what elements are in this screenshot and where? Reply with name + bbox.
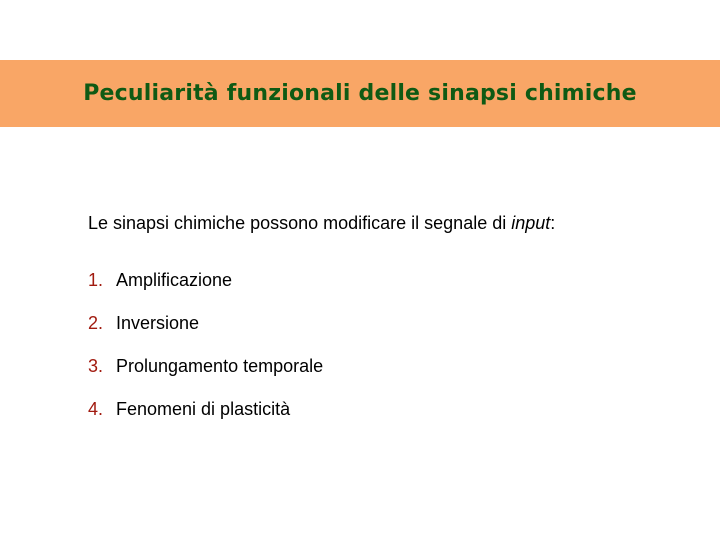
list-item-label: Prolungamento temporale bbox=[116, 356, 324, 376]
numbered-list bbox=[88, 270, 323, 442]
list-item-number: 1. bbox=[88, 270, 104, 290]
list-item-number: 3. bbox=[88, 356, 104, 376]
list-item-label: Inversione bbox=[116, 313, 200, 333]
list-item-number: 4. bbox=[88, 399, 104, 419]
list-item bbox=[88, 270, 323, 313]
intro-sentence bbox=[88, 213, 555, 234]
slide-title: Peculiarità funzionali delle sinapsi chimiche bbox=[83, 81, 637, 106]
title-band bbox=[0, 60, 720, 127]
intro-italic-word: input bbox=[511, 213, 551, 233]
list-item bbox=[88, 399, 323, 442]
list-item-label: Amplificazione bbox=[116, 270, 233, 290]
list-item bbox=[88, 313, 323, 356]
intro-text: Le sinapsi chimiche possono modificare il segnale di bbox=[88, 213, 512, 233]
list-item bbox=[88, 356, 323, 399]
list-item-label: Fenomeni di plasticità bbox=[116, 399, 291, 419]
intro-colon: : bbox=[550, 213, 556, 233]
list-item-number: 2. bbox=[88, 313, 104, 333]
